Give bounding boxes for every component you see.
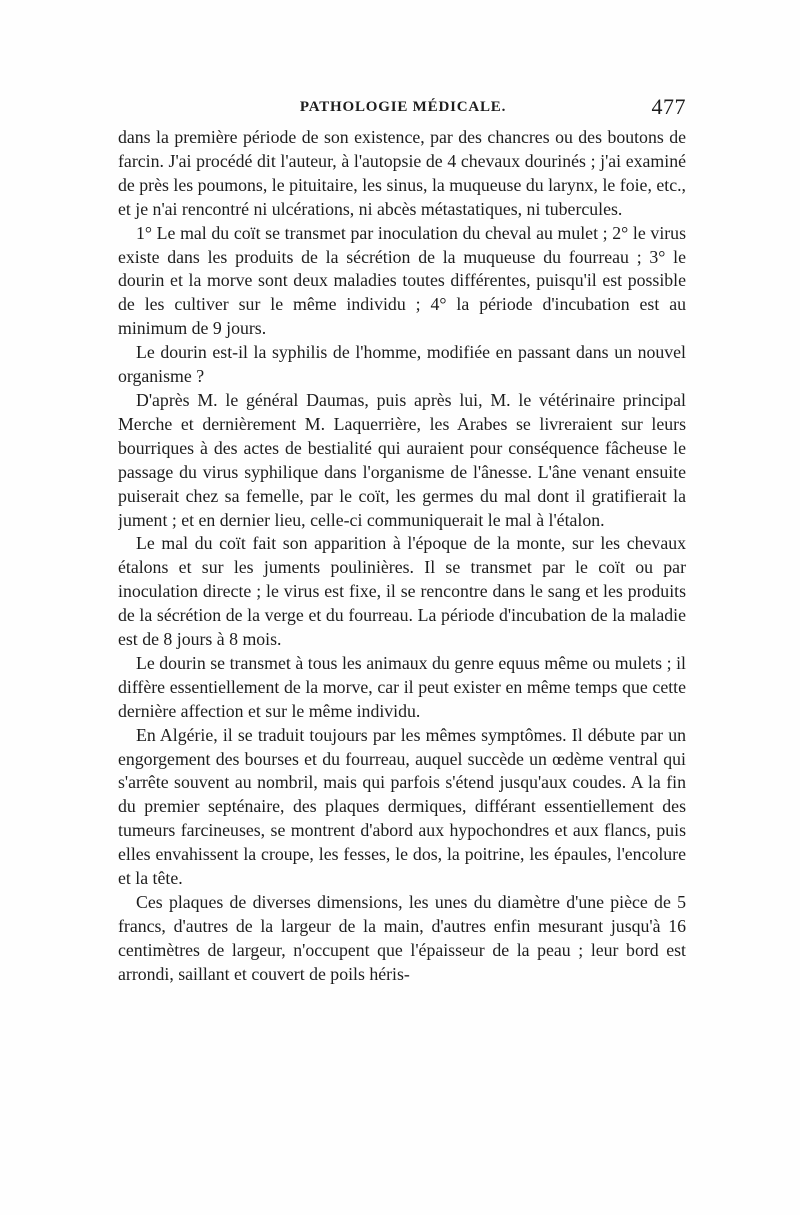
- paragraph-2-conclusions: 1° Le mal du coït se transmet par inoculation du cheval au mulet ; 2° le virus existe dans les produits de la sécrétion de la muqueuse du fourreau ; 3° le dourin et la morve sont deux maladies toutes différentes, puisqu'il est possible de les cultiver sur le même individu ; 4° la période d'incubation est au minimum de 9 jours.: [118, 222, 686, 339]
- page-number: 477: [651, 94, 686, 119]
- body-text: [118, 126, 686, 1166]
- paragraph-4-daumas: D'après M. le général Daumas, puis après lui, M. le vétérinaire principal Merche et dernièrement M. Laquerrière, les Arabes se livreraient sur leurs bourriques à des actes de bestialité qui auraient pour conséquence fâcheuse le passage du virus syphilique dans l'organisme de l'ânesse. L'âne venant ensuite puiserait chez sa femelle, par le coït, les germes du mal dont il gratifierait la jument ; et en dernier lieu, celle-ci communiquerait le mal à l'étalon.: [118, 389, 686, 530]
- paragraph-6-animals: Le dourin se transmet à tous les animaux du genre equus même ou mulets ; il diffère essentiellement de la morve, car il peut exister en même temps que cette dernière affection et sur le même individu.: [118, 652, 686, 721]
- paragraph-7-algeria: En Algérie, il se traduit toujours par les mêmes symptômes. Il débute par un engorgement des bourses et du fourreau, auquel succède un œdème ventral qui s'arrête souvent au nombril, mais qui parfois s'étend jusqu'aux coudes. A la fin du premier septénaire, des plaques dermiques, différant essentiellement des tumeurs farcineuses, se montrent d'abord aux hypochondres et aux flancs, puis elles envahissent la croupe, les fesses, le dos, la poitrine, les épaules, l'encolure et la tête.: [118, 724, 686, 889]
- paragraph-5-transmission: Le mal du coït fait son apparition à l'époque de la monte, sur les chevaux étalons et sur les juments poulinières. Il se transmet par le coït ou par inoculation directe ; le virus est fixe, il se rencontre dans le sang et les produits de la sécrétion de la verge et du fourreau. La période d'incubation de la maladie est de 8 jours à 8 mois.: [118, 533, 686, 650]
- paragraph-3-question: Le dourin est-il la syphilis de l'homme, modifiée en passant dans un nouvel organisme ?: [118, 342, 686, 387]
- page-header: [118, 94, 688, 124]
- running-title: PATHOLOGIE MÉDICALE.: [299, 99, 507, 115]
- paragraph-8-plaques: Ces plaques de diverses dimensions, les unes du diamètre d'une pièce de 5 francs, d'autres de la largeur de la main, d'autres enfin mesurant jusqu'à 16 centimètres de largeur, n'occupent que l'épaisseur de la peau ; leur bord est arrondi, saillant et couvert de poils héris-: [118, 892, 686, 984]
- paragraph-1-continuation: dans la première période de son existence, par des chancres ou des boutons de farcin. J'ai procédé dit l'auteur, à l'autopsie de 4 chevaux dourinés ; j'ai examiné de près les poumons, le pituitaire, les sinus, la muqueuse du larynx, le foie, etc., et je n'ai rencontré ni ulcérations, ni abcès métastatiques, ni tubercules.: [118, 127, 686, 219]
